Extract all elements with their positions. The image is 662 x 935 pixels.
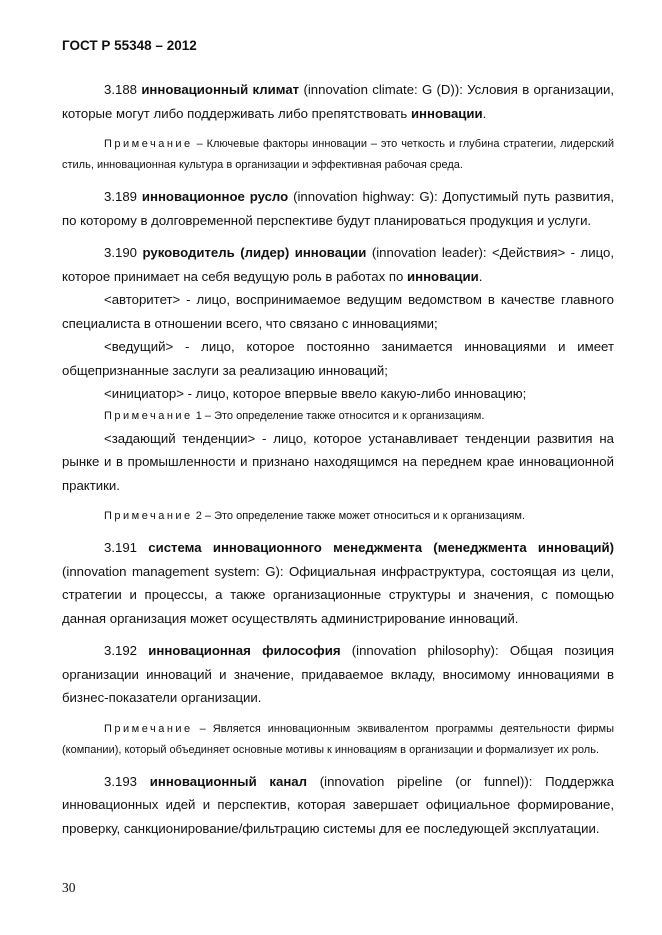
entry-number: 3.192 (104, 643, 138, 658)
entry-term-ref: инновации (410, 105, 483, 121)
note-text: 2 – Это определение также может относиться и к организациям. (195, 510, 526, 522)
entry-definition: (innovation philosophy): Общая позиция организации инноваций и значение, придаваемое вкладу, вносимому инновациями в бизнес-показатели организации. (62, 643, 614, 705)
entry-term: руководитель (лидер) инновации (142, 245, 367, 260)
entry-3-193 (62, 770, 614, 841)
entry-3-189 (62, 185, 614, 232)
entry-number: 3.191 (104, 540, 138, 555)
entry-3-190-authority: <авторитет> - лицо, воспринимаемое ведущим ведомством в качестве главного специалиста в отношении всего, что связано с инновациями; (62, 292, 614, 331)
entry-term: инновационная философия (148, 643, 341, 658)
entry-3-190-leading: <ведущий> - лицо, которое постоянно занимается инновациями и имеет общепризнанные заслуги за реализацию инноваций; (62, 339, 614, 378)
note-3-190-2 (62, 506, 614, 527)
note-text: 1 – Это определение также относится и к организациям. (195, 409, 485, 422)
page-content (62, 78, 614, 849)
entry-3-190 (62, 241, 614, 288)
entry-number: 3.189 (104, 189, 138, 204)
entry-definition: (innovation leader): <Действия> - лицо, которое принимает на себя ведущую роль в работах по (62, 245, 614, 284)
entry-number: 3.190 (104, 245, 138, 260)
entry-3-190-initiator: <инициатор> - лицо, которое впервые ввело какую-либо инновацию; (104, 386, 527, 401)
entry-definition: (innovation management system: G): Официальная инфраструктура, состоящая из цели, стратегии и процессы, а также организационные структуры и значения, с помощью данная организация может осуществлять администрирование инноваций. (62, 563, 614, 626)
note-3-192 (62, 719, 614, 761)
entry-end: . (478, 268, 483, 284)
entry-3-190-trend: <задающий тенденции> - лицо, которое устанавливает тенденции развития на рынке и в промышленности и признано находящимся на переднем крае инновационной практики. (62, 430, 614, 493)
entry-term: система инновационного менеджмента (менеджмента инноваций) (148, 540, 614, 555)
entry-number: 3.188 (104, 82, 138, 97)
entry-3-188 (62, 78, 614, 125)
entry-definition: (innovation highway: G): Допустимый путь развития, по которому в долговременной перспективе будут планироваться продукция и услуги. (62, 189, 614, 228)
note-text: – Является инновационным эквивалентом программы деятельности фирмы (компании), который объединяет основные мотивы к инновациям в организации и формализует их роль. (62, 722, 614, 756)
entry-term-ref: инновации (407, 268, 479, 284)
entry-definition: (innovation pipeline (or funnel)): Поддержка инновационных идей и перспектив, которая завершает официальное формирование, проверку, санкционирование/фильтрацию системы для ее последующей эксплуатации. (62, 773, 614, 836)
entry-number: 3.193 (104, 773, 138, 789)
standard-header: ГОСТ Р 55348 – 2012 (62, 38, 197, 53)
entry-definition: (innovation climate: G (D)): Условия в организации, которые могут либо поддерживать либо препятствовать (62, 82, 615, 121)
note-label: Примечание (104, 510, 193, 522)
note-3-190-1 (62, 406, 614, 427)
note-label: Примечание (104, 722, 193, 735)
note-3-188 (62, 134, 614, 176)
entry-3-192 (62, 639, 614, 710)
page-number: 30 (62, 880, 76, 895)
entry-3-191 (62, 536, 614, 630)
note-label: Примечание (104, 138, 193, 150)
entry-term: инновационный канал (149, 773, 308, 789)
entry-term: инновационное русло (141, 189, 289, 204)
note-label: Примечание (104, 409, 193, 422)
note-text: – Ключевые факторы инновации – это четкость и глубина стратегии, лидерский стиль, инновационная культура в организации и эффективная рабочая среда. (62, 138, 614, 171)
entry-end: . (482, 105, 487, 121)
entry-term: инновационный климат (141, 82, 300, 97)
